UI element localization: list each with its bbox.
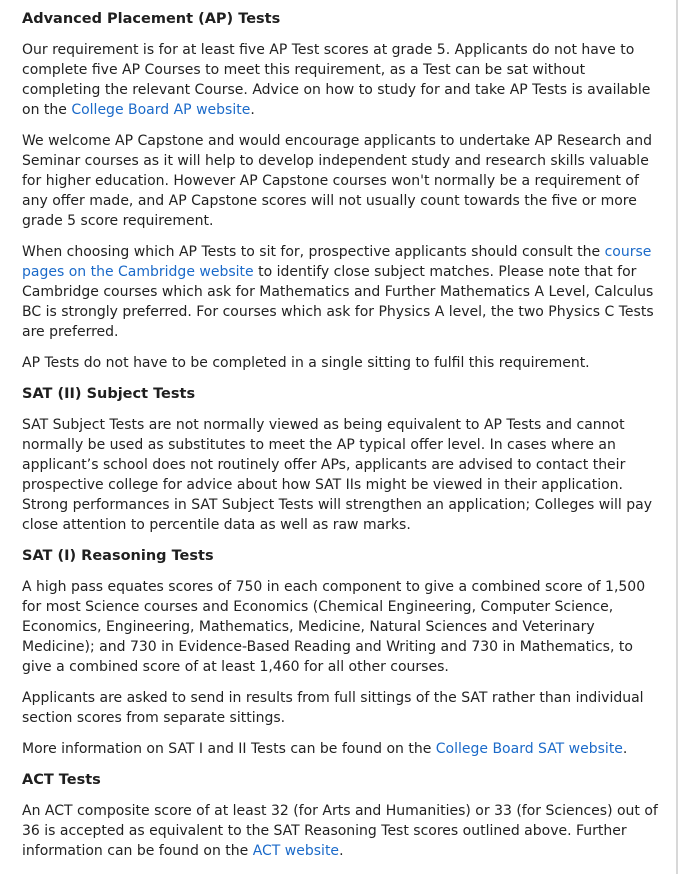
act-website-link[interactable]: ACT website [252,843,340,859]
act-paragraph-1-start: An ACT composite score of at least 32 (for Arts and Humanities) or 33 (for Sciences) out of 36 is accepted as equivalent to the SAT Reasoning Test scores outlined above. Further information can be found on the [22,803,658,859]
act-paragraph-1 [22,801,662,861]
sat1-paragraph-3-start: More information on SAT I and II Tests can be found on the [22,741,436,757]
heading-sat-subject-tests: SAT (II) Subject Tests [22,386,196,402]
heading-sat-reasoning-tests: SAT (I) Reasoning Tests [22,548,214,564]
sat1-paragraph-3-end: . [622,741,628,757]
sat1-paragraph-2: Applicants are asked to send in results from full sittings of the SAT rather than individual section scores from separate sittings. [22,690,644,726]
ap-paragraph-1-text: Our requirement is for at least five AP Test scores at grade 5. Applicants do not have to complete five AP Courses to meet this requirement, as a Test can be sat without completing the relevant Course. Advice on how to study for and take AP Tests is available on the [22,42,651,118]
ap-paragraph-2: We welcome AP Capstone and would encourage applicants to undertake AP Research and Seminar courses as it will help to develop independent study and research skills valuable for higher education. However AP Capstone courses won't normally be a requirement of any offer made, and AP Capstone scores will not usually count towards the five or more grade 5 score requirement. [22,133,653,229]
college-board-ap-link[interactable]: College Board AP website [71,102,251,118]
ap-paragraph-1-end: . [250,102,255,118]
sat1-paragraph-1: A high pass equates scores of 750 in each component to give a combined score of 1,500 for most Science courses and Economics (Chemical Engineering, Computer Science, Economics, Engineering, Mathematics, Medicine, Natural Sciences and Veterinary Medicine); and 730 in Evidence-Based Reading and Writing and 730 in Mathematics, to give a combined score of at least 1,460 for all other courses. [22,579,646,675]
heading-ap-tests: Advanced Placement (AP) Tests [22,11,281,27]
ap-paragraph-3 [22,242,662,342]
sat2-paragraph-1: SAT Subject Tests are not normally viewed as being equivalent to AP Tests and cannot normally be used as substitutes to meet the AP typical offer level. In cases where an applicant’s school does not routinely offer APs, applicants are advised to contact their prospective college for advice about how SAT IIs might be viewed in their application. Strong performances in SAT Subject Tests will strengthen an application; Colleges will pay close attention to percentile data as well as raw marks. [22,417,653,533]
article-content [22,9,662,872]
ap-paragraph-3-end: to identify close subject matches. Please note that for Cambridge courses which ask for Mathematics and Further Mathematics A Level, Calculus BC is strongly preferred. For courses which ask for Physics A level, the two Physics C Tests are preferred. [22,264,654,340]
act-paragraph-1-end: . [339,843,344,859]
ap-paragraph-4: AP Tests do not have to be completed in a single sitting to fulfil this requirement. [22,355,590,371]
ap-paragraph-1 [22,40,662,120]
ap-paragraph-3-start: When choosing which AP Tests to sit for, prospective applicants should consult the [22,244,605,260]
cambridge-course-pages-link[interactable]: course pages on the Cambridge website [22,244,652,280]
college-board-sat-link[interactable]: College Board SAT website [435,741,623,757]
sat1-paragraph-3 [22,739,662,759]
heading-act-tests: ACT Tests [22,772,101,788]
